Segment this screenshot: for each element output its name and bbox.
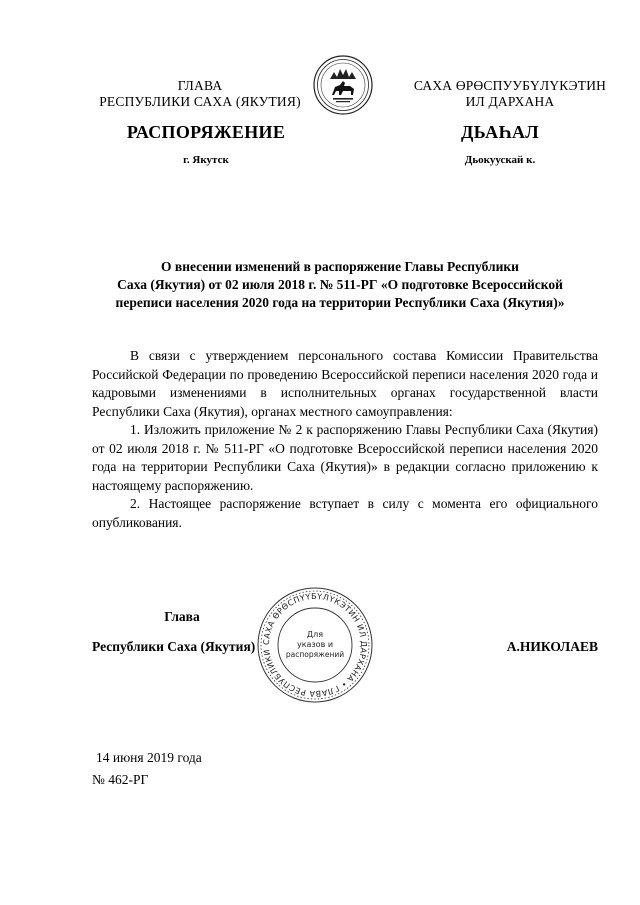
body-paragraph-2: 1. Изложить приложение № 2 к распоряжению Главы Республики Саха (Якутия) от 02 июля 2018 г. № 511-РГ «О подготовке Всероссийской переписи населения 2020 года на территории Республики Саха (Якутия)» в редакции согласно приложению к настоящему распоряжению. bbox=[92, 422, 598, 493]
stamp-ring-text: САХА ӨРӨСПҮҮБҮЛҮКЭТИН ИЛ ДАРХАНА • ГЛАВА РЕСПУБЛИКИ bbox=[261, 591, 369, 699]
stamp-center-line2: указов и bbox=[296, 640, 334, 649]
header-left-line1: ГЛАВА bbox=[177, 78, 223, 93]
title-line2: Саха (Якутия) от 02 июля 2018 г. № 511-РГ «О подготовке Всероссийской bbox=[117, 277, 563, 292]
title-line1: О внесении изменений в распоряжение Главы Республики bbox=[161, 259, 519, 274]
title-line3: переписи населения 2020 года на территории Республики Саха (Якутия)» bbox=[115, 295, 565, 310]
doc-type-sakha: ДЬАҺАЛ bbox=[461, 122, 539, 142]
header-left bbox=[70, 78, 330, 110]
header-left-line2: РЕСПУБЛИКИ САХА (ЯКУТИЯ) bbox=[99, 94, 301, 109]
doc-type-ru: РАСПОРЯЖЕНИЕ bbox=[126, 122, 286, 142]
emblem-icon bbox=[313, 55, 373, 115]
city-ru: г. Якутск bbox=[183, 154, 229, 166]
body-paragraph-3: 2. Настоящее распоряжение вступает в силу с момента его официального опубликования. bbox=[92, 496, 598, 530]
header-right-line2: ИЛ ДАРХАНА bbox=[465, 94, 555, 109]
footer-number: № 462-РГ bbox=[92, 772, 149, 787]
stamp-center-line1: Для bbox=[306, 630, 324, 639]
stamp-center-line3: распоряжений bbox=[285, 650, 345, 659]
official-stamp bbox=[255, 585, 375, 705]
city-sakha: Дьокуускай к. bbox=[464, 154, 536, 166]
signature-title-line1: Глава bbox=[164, 609, 200, 624]
footer-date: 14 июня 2019 года bbox=[96, 750, 202, 765]
header-right-line1: САХА ӨРӨСПУУБҮЛҮКЭТИН bbox=[413, 78, 607, 93]
signature-name: А.НИКОЛАЕВ bbox=[506, 639, 598, 654]
document-title bbox=[80, 258, 600, 312]
document-body bbox=[92, 347, 598, 532]
signature-title-line2: Республики Саха (Якутия) bbox=[92, 639, 256, 654]
header-right bbox=[395, 78, 625, 110]
footer bbox=[92, 747, 202, 791]
body-paragraph-1: В связи с утверждением персонального состава Комиссии Правительства Российской Федерации по проведению Всероссийской переписи населения 2020 года и кадровыми изменениями в исполнительных органах государственной власти Республики Саха (Якутия), органах местного самоуправления: bbox=[92, 348, 598, 419]
